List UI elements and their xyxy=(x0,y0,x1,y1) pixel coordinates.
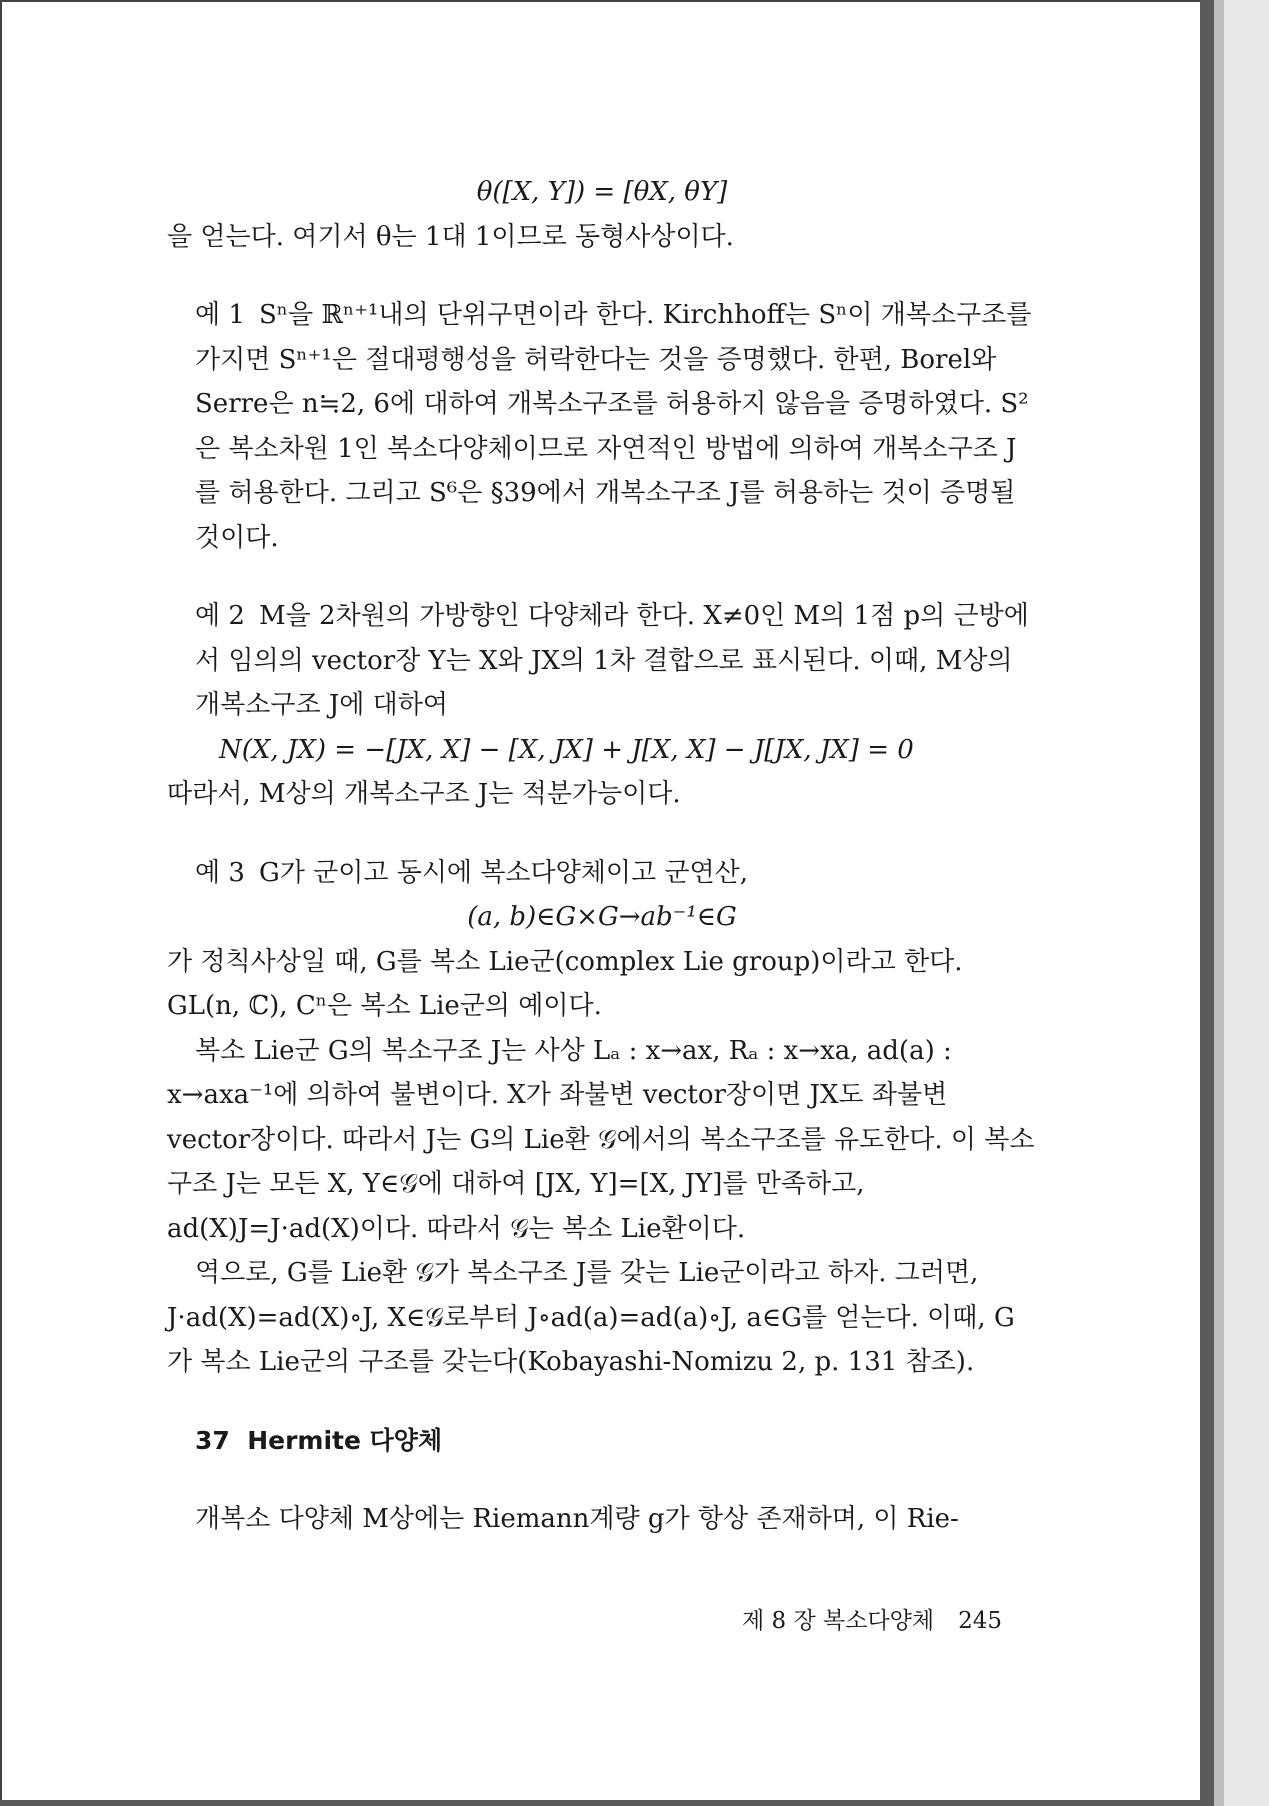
example-2-label: 예 2 xyxy=(195,601,245,631)
spacer xyxy=(167,1463,1037,1497)
spacer xyxy=(167,560,1037,594)
example-1-label: 예 1 xyxy=(195,300,245,330)
page-bottom-edge xyxy=(0,1800,1214,1806)
example-3 xyxy=(167,851,1037,896)
example-3-paragraph-1: 복소 Lie군 G의 복소구조 J는 사상 Lₐ : x→ax, Rₐ : x→xa, ad(a) : x→axa⁻¹에 의하여 불변이다. X가 좌불변 vector장이면 JX도 좌불변 vector장이다. 따라서 J는 G의 Lie환 𝒢에서의 복소구조를 유도한다. 이 복소구조 J는 모든 X, Y∈𝒢에 대하여 [JX, Y]=[X, JY]를 만족하고, ad(X)J=J·ad(X)이다. 따라서 𝒢는 복소 Lie환이다. xyxy=(167,1035,1035,1244)
equation-nijenhuis: N(X, JX) = −[JX, X] − [X, JX] + J[X, X] − J[JX, JX] = 0 xyxy=(219,734,914,765)
example-2-body: M을 2차원의 가방향인 다양체라 한다. X≠0인 M의 1점 p의 근방에서 임의의 vector장 Y는 X와 JX의 1차 결합으로 표시된다. 이때, M상의 개복소구조 J에 대하여 xyxy=(195,601,1029,720)
paragraph-isomorphism: 을 얻는다. 여기서 θ는 1대 1이므로 동형사상이다. xyxy=(167,221,734,252)
page-footer xyxy=(742,1602,1002,1635)
example-3-label: 예 3 xyxy=(195,857,245,888)
page-edge-highlight xyxy=(1214,0,1224,1806)
example-3-definition: 가 정칙사상일 때, G를 복소 Lie군(complex Lie group)이라고 한다. GL(n, ℂ), Cⁿ은 복소 Lie군의 예이다. xyxy=(167,946,963,1021)
spacer xyxy=(167,1385,1037,1419)
page-number: 245 xyxy=(958,1608,1002,1634)
example-3-paragraph-2: 역으로, G를 Lie환 𝒢가 복소구조 J를 갖는 Lie군이라고 하자. 그러면, J·ad(X)=ad(X)∘J, X∈𝒢로부터 J∘ad(a)=ad(a)∘J, a∈G를 얻는다. 이때, G가 복소 Lie군의 구조를 갖는다(Kobayashi-Nomizu 2, p. 131 참조). xyxy=(167,1258,1015,1377)
example-1 xyxy=(167,293,1037,560)
section-title: Hermite 다양체 xyxy=(247,1425,443,1455)
example-2 xyxy=(167,594,1037,728)
example-3-body: G가 군이고 동시에 복소다양체이고 군연산, xyxy=(258,857,749,888)
equation-group-operation: (a, b)∈G×G→ab⁻¹∈G xyxy=(467,902,737,932)
chapter-title: 제 8 장 복소다양체 xyxy=(742,1608,935,1634)
section-number: 37 xyxy=(195,1425,230,1455)
section-heading xyxy=(167,1419,1037,1464)
page-edge-shadow xyxy=(1200,0,1214,1806)
spacer xyxy=(167,259,1037,293)
page-text xyxy=(167,170,1037,1542)
example-2-conclusion: 따라서, M상의 개복소구조 J는 적분가능이다. xyxy=(167,779,681,809)
spacer xyxy=(167,817,1037,851)
equation-theta: θ([X, Y]) = [θX, θY] xyxy=(476,177,728,207)
section-first-line: 개복소 다양체 M상에는 Riemann계량 g가 항상 존재하며, 이 Rie- xyxy=(195,1504,959,1534)
example-1-body: Sⁿ을 ℝⁿ⁺¹내의 단위구면이라 한다. Kirchhoff는 Sⁿ이 개복소구조를 가지면 Sⁿ⁺¹은 절대평행성을 허락한다는 것을 증명했다. 한편, Borel와 Serre은 n≒2, 6에 대하여 개복소구조를 허용하지 않음을 증명하였다. S²은 복소차원 1인 복소다양체이므로 자연적인 방법에 의하여 개복소구조 J를 허용한다. 그리고 S⁶은 §39에서 개복소구조 J를 허용하는 것이 증명될 것이다. xyxy=(195,300,1032,553)
